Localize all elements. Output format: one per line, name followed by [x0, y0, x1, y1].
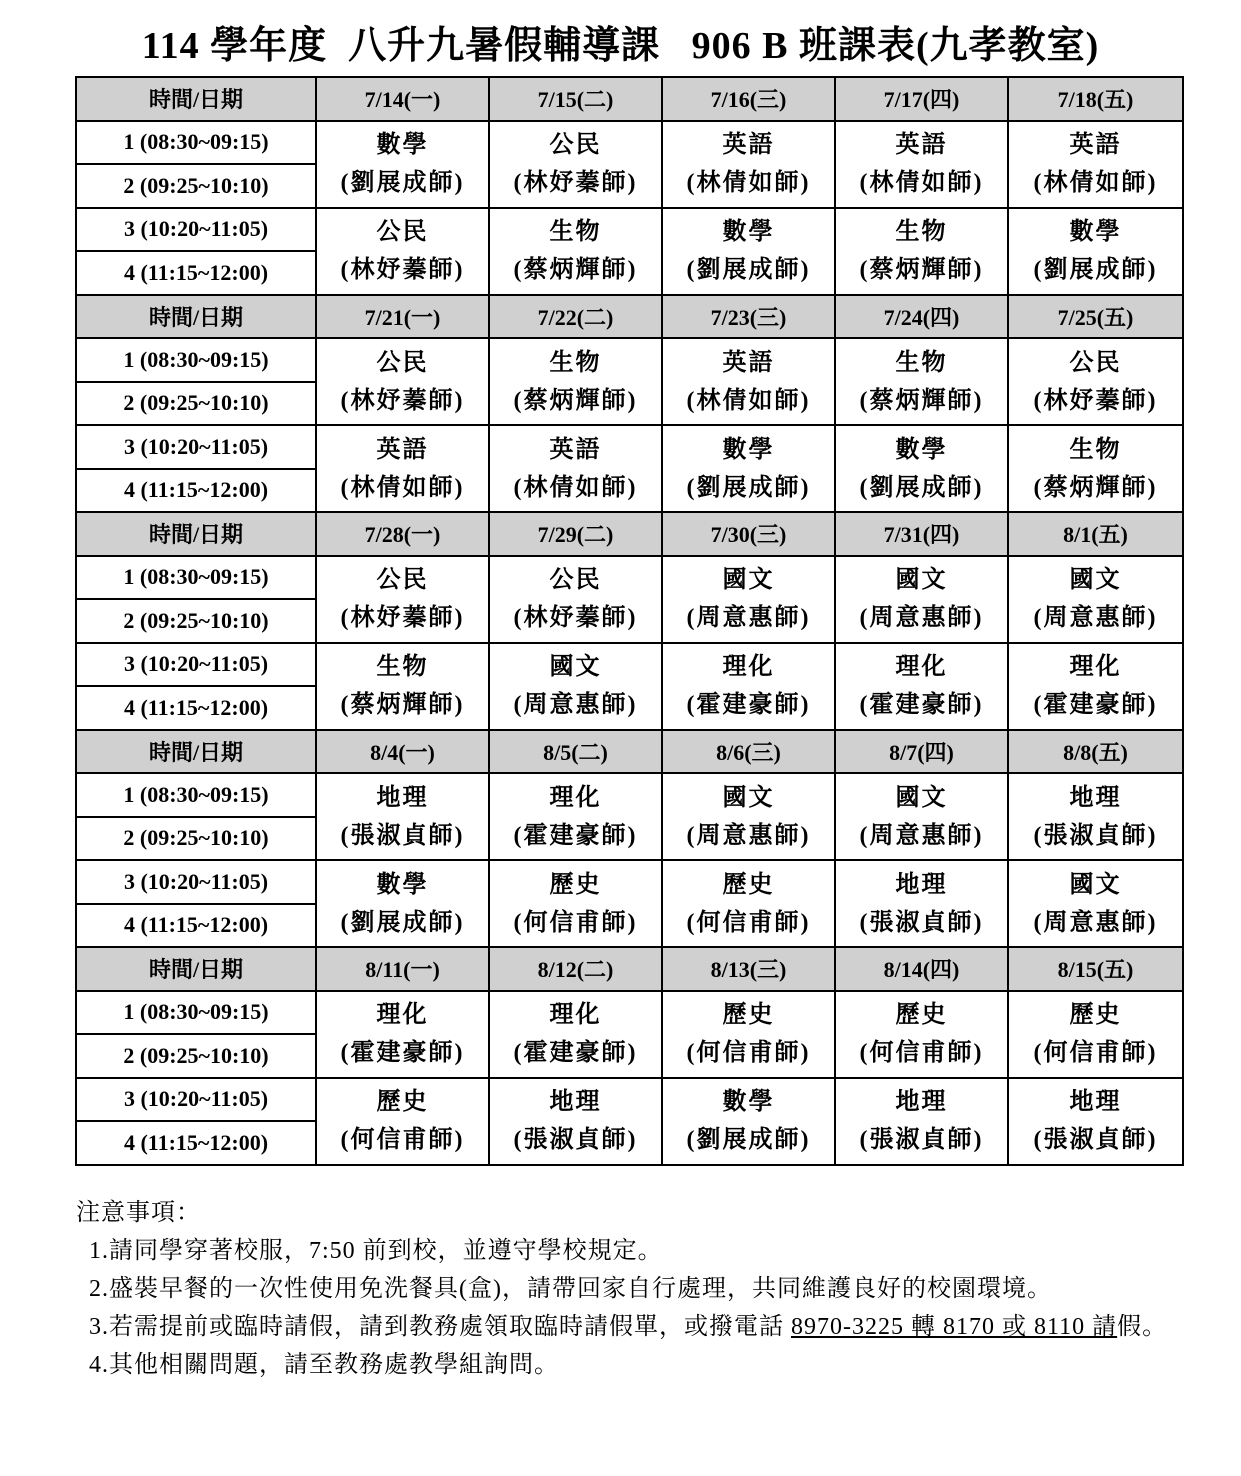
subject-cell	[662, 338, 835, 425]
subject-cell	[662, 1078, 835, 1165]
subject-name: 國文	[549, 654, 602, 680]
period-label: 1 (08:30~09:15)	[76, 991, 316, 1035]
period-label: 1 (08:30~09:15)	[76, 338, 316, 382]
subject-name: 國文	[1069, 871, 1122, 898]
subject-name: 生物	[376, 654, 429, 680]
period-label: 1 (08:30~09:15)	[76, 556, 316, 600]
teacher-name: (周意惠師)	[859, 605, 984, 631]
subject-cell	[1008, 991, 1183, 1078]
week-header-row	[76, 947, 1183, 991]
period-label: 4 (11:15~12:00)	[76, 904, 316, 948]
note-item-3-suffix: 假。	[1117, 1314, 1168, 1340]
subject-cell	[489, 121, 662, 208]
subject-name: 歷史	[722, 1002, 775, 1028]
period-label: 4 (11:15~12:00)	[76, 1121, 316, 1165]
teacher-name: (霍建豪師)	[513, 822, 638, 849]
subject-name: 理化	[549, 784, 602, 811]
date-header-cell: 7/30(三)	[662, 512, 835, 556]
date-header-cell: 7/28(一)	[316, 512, 489, 556]
subject-name: 地理	[1069, 1089, 1122, 1115]
subject-name: 理化	[722, 654, 775, 680]
subject-cell	[835, 773, 1008, 860]
subject-name: 生物	[895, 349, 948, 376]
subject-cell	[489, 860, 662, 947]
time-date-header: 時間/日期	[76, 947, 316, 991]
teacher-name: (何信甫師)	[340, 1127, 465, 1153]
date-header-cell: 7/17(四)	[835, 77, 1008, 121]
teacher-name: (蔡炳輝師)	[859, 257, 984, 283]
subject-name: 數學	[376, 871, 429, 898]
subject-name: 英語	[376, 436, 429, 463]
subject-name: 地理	[895, 1089, 948, 1115]
period-row	[76, 338, 1183, 382]
period-label: 2 (09:25~10:10)	[76, 817, 316, 861]
date-header-cell: 7/21(一)	[316, 295, 489, 339]
week-header-row	[76, 512, 1183, 556]
date-header-cell: 7/15(二)	[489, 77, 662, 121]
subject-name: 理化	[1069, 654, 1122, 680]
subject-name: 國文	[722, 784, 775, 811]
subject-cell	[835, 860, 1008, 947]
teacher-name: (何信甫師)	[1033, 1040, 1158, 1066]
subject-cell	[316, 773, 489, 860]
teacher-name: (蔡炳輝師)	[513, 257, 638, 283]
date-header-cell: 8/4(一)	[316, 730, 489, 774]
subject-cell	[489, 643, 662, 730]
period-row	[76, 643, 1183, 687]
subject-name: 理化	[895, 654, 948, 680]
teacher-name: (霍建豪師)	[686, 692, 811, 718]
subject-name: 公民	[376, 349, 429, 376]
teacher-name: (林倩如師)	[859, 170, 984, 196]
subject-name: 英語	[722, 349, 775, 376]
subject-name: 國文	[895, 784, 948, 811]
period-label: 3 (10:20~11:05)	[76, 1078, 316, 1122]
subject-cell	[316, 1078, 489, 1165]
period-label: 2 (09:25~10:10)	[76, 164, 316, 208]
subject-cell	[835, 121, 1008, 208]
subject-cell	[489, 773, 662, 860]
subject-cell	[316, 121, 489, 208]
subject-name: 英語	[549, 436, 602, 463]
subject-cell	[835, 208, 1008, 295]
subject-cell	[489, 556, 662, 643]
teacher-name: (周意惠師)	[1033, 909, 1158, 936]
date-header-cell: 7/18(五)	[1008, 77, 1183, 121]
teacher-name: (劉展成師)	[686, 474, 811, 501]
teacher-name: (張淑貞師)	[513, 1127, 638, 1153]
teacher-name: (林妤蓁師)	[340, 605, 465, 631]
subject-name: 地理	[376, 784, 429, 811]
subject-cell	[662, 643, 835, 730]
leave-phone-numbers: 8970-3225 轉 8170 或 8110 請	[791, 1314, 1118, 1340]
period-label: 2 (09:25~10:10)	[76, 599, 316, 643]
subject-cell	[489, 991, 662, 1078]
teacher-name: (林妤蓁師)	[1033, 387, 1158, 414]
subject-name: 數學	[722, 219, 775, 245]
teacher-name: (林倩如師)	[686, 170, 811, 196]
teacher-name: (張淑貞師)	[1033, 822, 1158, 849]
note-item-3	[76, 1308, 1176, 1346]
teacher-name: (霍建豪師)	[513, 1040, 638, 1066]
teacher-name: (何信甫師)	[859, 1040, 984, 1066]
subject-cell	[1008, 773, 1183, 860]
teacher-name: (林倩如師)	[686, 387, 811, 414]
date-header-cell: 7/23(三)	[662, 295, 835, 339]
period-label: 3 (10:20~11:05)	[76, 860, 316, 904]
teacher-name: (林妤蓁師)	[340, 387, 465, 414]
subject-cell	[316, 425, 489, 512]
notes-heading: 注意事項：	[76, 1200, 201, 1226]
subject-cell	[316, 860, 489, 947]
schedule-table	[75, 76, 1184, 1166]
subject-name: 數學	[1069, 219, 1122, 245]
period-label: 4 (11:15~12:00)	[76, 251, 316, 295]
teacher-name: (林倩如師)	[340, 474, 465, 501]
subject-cell	[1008, 338, 1183, 425]
date-header-cell: 7/31(四)	[835, 512, 1008, 556]
subject-name: 生物	[549, 219, 602, 245]
teacher-name: (蔡炳輝師)	[513, 387, 638, 414]
teacher-name: (霍建豪師)	[859, 692, 984, 718]
period-label: 1 (08:30~09:15)	[76, 121, 316, 165]
teacher-name: (何信甫師)	[686, 1040, 811, 1066]
date-header-cell: 8/6(三)	[662, 730, 835, 774]
period-row	[76, 121, 1183, 165]
teacher-name: (周意惠師)	[686, 605, 811, 631]
subject-cell	[489, 1078, 662, 1165]
subject-name: 英語	[722, 132, 775, 158]
period-row	[76, 991, 1183, 1035]
date-header-cell: 7/14(一)	[316, 77, 489, 121]
teacher-name: (張淑貞師)	[859, 909, 984, 936]
teacher-name: (劉展成師)	[340, 170, 465, 196]
subject-name: 歷史	[1069, 1002, 1122, 1028]
subject-name: 公民	[376, 219, 429, 245]
subject-cell	[835, 991, 1008, 1078]
date-header-cell: 8/14(四)	[835, 947, 1008, 991]
period-row	[76, 425, 1183, 469]
subject-cell	[489, 208, 662, 295]
teacher-name: (林倩如師)	[1033, 170, 1158, 196]
period-label: 4 (11:15~12:00)	[76, 686, 316, 730]
subject-cell	[1008, 425, 1183, 512]
teacher-name: (蔡炳輝師)	[859, 387, 984, 414]
subject-cell	[489, 425, 662, 512]
subject-name: 英語	[1069, 132, 1122, 158]
week-header-row	[76, 730, 1183, 774]
subject-name: 理化	[376, 1002, 429, 1028]
note-item-2: 2.盛裝早餐的一次性使用免洗餐具(盒)，請帶回家自行處理，共同維護良好的校園環境。	[89, 1276, 1052, 1302]
subject-name: 地理	[549, 1089, 602, 1115]
subject-cell	[1008, 1078, 1183, 1165]
teacher-name: (林倩如師)	[513, 474, 638, 501]
subject-cell	[1008, 121, 1183, 208]
teacher-name: (劉展成師)	[859, 474, 984, 501]
subject-name: 公民	[376, 567, 429, 593]
teacher-name: (周意惠師)	[859, 822, 984, 849]
subject-cell	[1008, 208, 1183, 295]
period-row	[76, 1078, 1183, 1122]
subject-name: 歷史	[895, 1002, 948, 1028]
note-item-4: 4.其他相關問題，請至教務處教學組詢問。	[89, 1352, 559, 1378]
subject-name: 生物	[1069, 436, 1122, 463]
date-header-cell: 7/25(五)	[1008, 295, 1183, 339]
time-date-header: 時間/日期	[76, 77, 316, 121]
period-label: 3 (10:20~11:05)	[76, 643, 316, 687]
date-header-cell: 8/1(五)	[1008, 512, 1183, 556]
teacher-name: (張淑貞師)	[1033, 1127, 1158, 1153]
subject-name: 歷史	[376, 1089, 429, 1115]
teacher-name: (張淑貞師)	[340, 822, 465, 849]
subject-name: 國文	[1069, 567, 1122, 593]
teacher-name: (林妤蓁師)	[340, 257, 465, 283]
subject-cell	[662, 556, 835, 643]
subject-cell	[835, 556, 1008, 643]
date-header-cell: 7/22(二)	[489, 295, 662, 339]
teacher-name: (劉展成師)	[686, 257, 811, 283]
subject-cell	[489, 338, 662, 425]
period-label: 2 (09:25~10:10)	[76, 382, 316, 426]
teacher-name: (蔡炳輝師)	[1033, 474, 1158, 501]
subject-name: 歷史	[549, 871, 602, 898]
subject-name: 數學	[376, 132, 429, 158]
date-header-cell: 8/15(五)	[1008, 947, 1183, 991]
teacher-name: (劉展成師)	[340, 909, 465, 936]
subject-cell	[316, 338, 489, 425]
subject-cell	[835, 1078, 1008, 1165]
date-header-cell: 8/11(一)	[316, 947, 489, 991]
subject-cell	[835, 338, 1008, 425]
teacher-name: (周意惠師)	[1033, 605, 1158, 631]
period-row	[76, 208, 1183, 252]
period-label: 4 (11:15~12:00)	[76, 469, 316, 513]
teacher-name: (周意惠師)	[513, 692, 638, 718]
subject-cell	[316, 991, 489, 1078]
subject-cell	[1008, 643, 1183, 730]
subject-name: 數學	[722, 436, 775, 463]
date-header-cell: 8/7(四)	[835, 730, 1008, 774]
subject-cell	[316, 208, 489, 295]
teacher-name: (周意惠師)	[686, 822, 811, 849]
subject-name: 地理	[1069, 784, 1122, 811]
subject-name: 數學	[895, 436, 948, 463]
subject-cell	[662, 860, 835, 947]
subject-name: 英語	[895, 132, 948, 158]
subject-name: 生物	[549, 349, 602, 376]
note-item-1: 1.請同學穿著校服，7:50 前到校，並遵守學校規定。	[89, 1238, 663, 1264]
subject-name: 地理	[895, 871, 948, 898]
teacher-name: (劉展成師)	[1033, 257, 1158, 283]
subject-cell	[835, 643, 1008, 730]
teacher-name: (張淑貞師)	[859, 1127, 984, 1153]
subject-cell	[1008, 860, 1183, 947]
teacher-name: (蔡炳輝師)	[340, 692, 465, 718]
subject-name: 國文	[722, 567, 775, 593]
period-label: 1 (08:30~09:15)	[76, 773, 316, 817]
subject-name: 歷史	[722, 871, 775, 898]
period-label: 2 (09:25~10:10)	[76, 1034, 316, 1078]
subject-cell	[835, 425, 1008, 512]
date-header-cell: 8/8(五)	[1008, 730, 1183, 774]
date-header-cell: 8/5(二)	[489, 730, 662, 774]
period-label: 3 (10:20~11:05)	[76, 208, 316, 252]
subject-cell	[662, 425, 835, 512]
time-date-header: 時間/日期	[76, 295, 316, 339]
subject-cell	[662, 208, 835, 295]
date-header-cell: 7/24(四)	[835, 295, 1008, 339]
period-label: 3 (10:20~11:05)	[76, 425, 316, 469]
teacher-name: (何信甫師)	[513, 909, 638, 936]
week-header-row	[76, 295, 1183, 339]
teacher-name: (林妤蓁師)	[513, 605, 638, 631]
notes-section	[76, 1194, 1176, 1384]
subject-cell	[662, 991, 835, 1078]
subject-cell	[1008, 556, 1183, 643]
subject-cell	[662, 773, 835, 860]
teacher-name: (劉展成師)	[686, 1127, 811, 1153]
subject-name: 生物	[895, 219, 948, 245]
subject-cell	[316, 556, 489, 643]
note-item-3-text: 3.若需提前或臨時請假，請到教務處領取臨時請假單，或撥電話	[89, 1314, 791, 1340]
date-header-cell: 7/29(二)	[489, 512, 662, 556]
subject-cell	[316, 643, 489, 730]
subject-name: 國文	[895, 567, 948, 593]
subject-name: 公民	[1069, 349, 1122, 376]
week-header-row	[76, 77, 1183, 121]
subject-name: 數學	[722, 1089, 775, 1115]
time-date-header: 時間/日期	[76, 512, 316, 556]
date-header-cell: 7/16(三)	[662, 77, 835, 121]
subject-cell	[662, 121, 835, 208]
subject-name: 理化	[549, 1002, 602, 1028]
date-header-cell: 8/12(二)	[489, 947, 662, 991]
subject-name: 公民	[549, 567, 602, 593]
teacher-name: (霍建豪師)	[1033, 692, 1158, 718]
teacher-name: (何信甫師)	[686, 909, 811, 936]
period-row	[76, 556, 1183, 600]
teacher-name: (霍建豪師)	[340, 1040, 465, 1066]
period-row	[76, 773, 1183, 817]
date-header-cell: 8/13(三)	[662, 947, 835, 991]
time-date-header: 時間/日期	[76, 730, 316, 774]
page-title: 114 學年度 八升九暑假輔導課 906 B 班課表(九孝教室)	[141, 25, 1100, 67]
teacher-name: (林妤蓁師)	[513, 170, 638, 196]
subject-name: 公民	[549, 132, 602, 158]
period-row	[76, 860, 1183, 904]
